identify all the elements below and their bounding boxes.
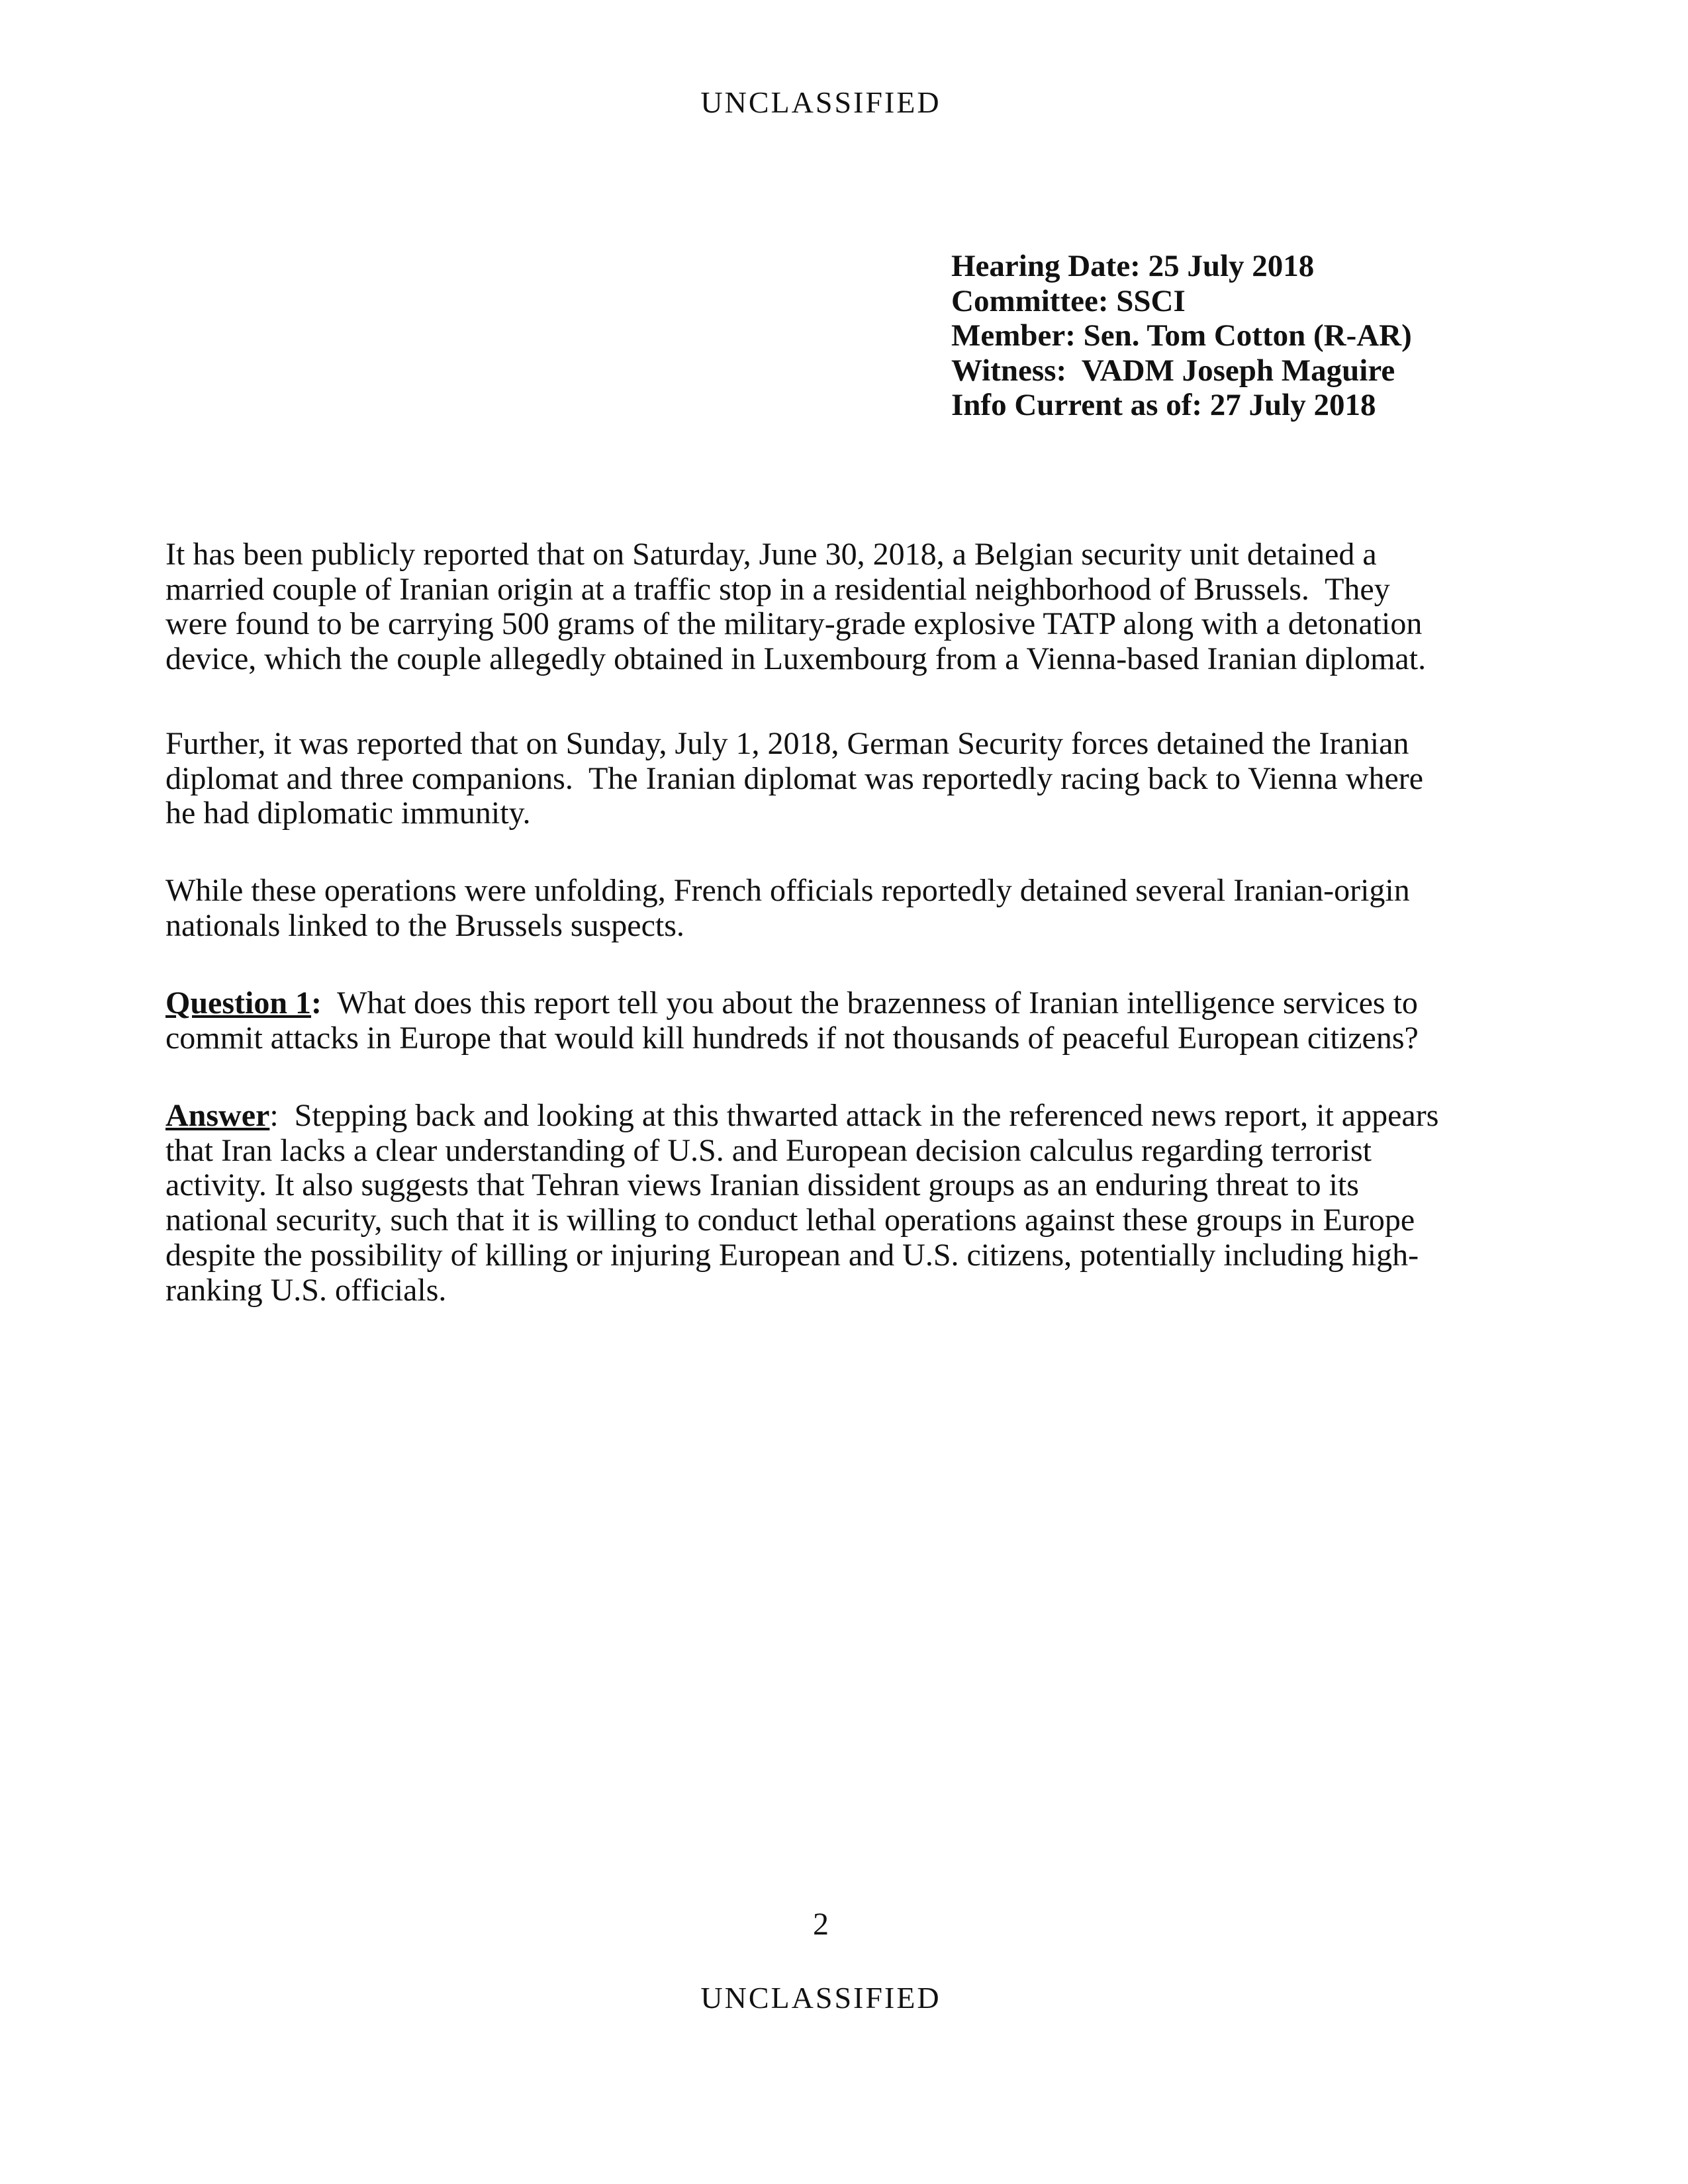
paragraph-belgian-detention: [165, 537, 1426, 677]
text-line: national security, such that it is willing to conduct lethal operations against these groups in Europe: [165, 1203, 1415, 1238]
paragraph-german-detention: [165, 727, 1423, 831]
hearing-info-block: [951, 249, 1412, 423]
text-line: What does this report tell you about the brazenness of Iranian intelligence services to: [322, 985, 1418, 1021]
question-colon: :: [311, 985, 322, 1021]
text-line: despite the possibility of killing or injuring European and U.S. citizens, potentially including high-: [165, 1237, 1419, 1273]
question-label: Question 1: [165, 985, 312, 1021]
witness: Witness: VADM Joseph Maguire: [951, 353, 1395, 388]
text-line: It has been publicly reported that on Saturday, June 30, 2018, a Belgian security unit detained a: [165, 537, 1377, 572]
text-line: diplomat and three companions. The Iranian diplomat was reportedly racing back to Vienna where: [165, 760, 1424, 796]
text-line: nationals linked to the Brussels suspects.: [165, 907, 684, 943]
text-line: were found to be carrying 500 grams of the military-grade explosive TATP along with a detonation: [165, 606, 1423, 642]
committee: Committee: SSCI: [951, 283, 1186, 318]
text-line: married couple of Iranian origin at a traffic stop in a residential neighborhood of Brussels. They: [165, 571, 1390, 607]
text-line: he had diplomatic immunity.: [165, 796, 531, 831]
question-1: [165, 986, 1419, 1056]
info-current-date: Info Current as of: 27 July 2018: [951, 388, 1376, 422]
text-line: commit attacks in Europe that would kill hundreds if not thousands of peaceful European citizens?: [165, 1020, 1419, 1056]
text-line: Stepping back and looking at this thwarted attack in the referenced news report, it appears: [278, 1098, 1439, 1133]
text-line: Further, it was reported that on Sunday, July 1, 2018, German Security forces detained the Iranian: [165, 726, 1409, 761]
answer-colon: :: [269, 1098, 279, 1133]
text-line: While these operations were unfolding, French officials reportedly detained several Iranian-origin: [165, 873, 1410, 908]
answer: [165, 1099, 1438, 1308]
text-line: device, which the couple allegedly obtained in Luxembourg from a Vienna-based Iranian diplomat.: [165, 641, 1427, 677]
text-line: that Iran lacks a clear understanding of U.S. and European decision calculus regarding terrorist: [165, 1132, 1372, 1168]
classification-marking-bottom: UNCLASSIFIED: [700, 1981, 941, 2015]
answer-label: Answer: [165, 1098, 270, 1133]
page-number: 2: [813, 1907, 829, 1942]
text-line: ranking U.S. officials.: [165, 1272, 447, 1308]
hearing-date: Hearing Date: 25 July 2018: [951, 249, 1315, 283]
paragraph-french-detention: [165, 874, 1410, 943]
classification-marking-top: UNCLASSIFIED: [700, 85, 941, 119]
member: Member: Sen. Tom Cotton (R-AR): [951, 318, 1412, 353]
text-line: activity. It also suggests that Tehran views Iranian dissident groups as an enduring threat to its: [165, 1167, 1359, 1203]
